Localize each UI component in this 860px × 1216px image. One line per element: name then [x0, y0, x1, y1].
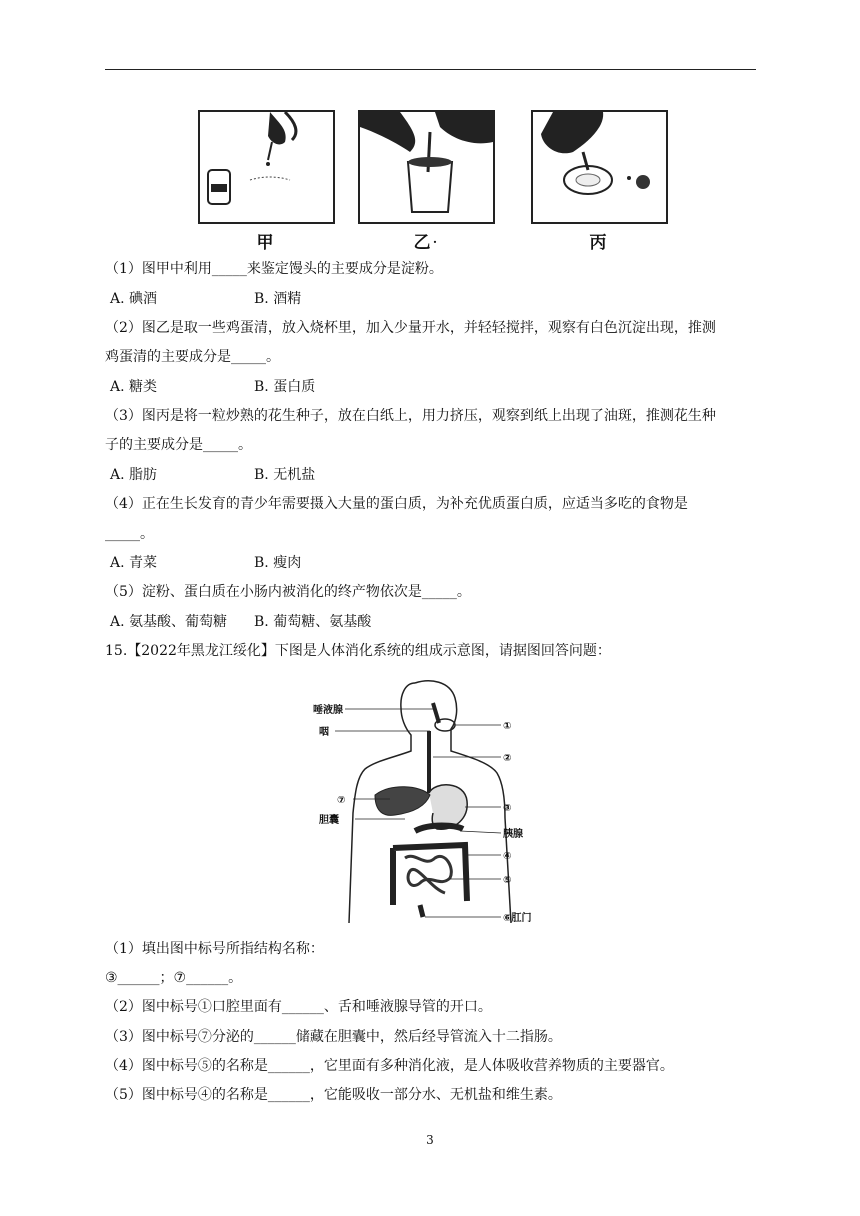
- q14-s3-opt-a: A. 脂肪: [110, 467, 158, 483]
- q14-s1-opt-a: A. 碘酒: [110, 291, 158, 307]
- q14-s5-opt-a: A. 氨基酸、葡萄糖: [110, 614, 228, 630]
- q15-s5: （5）图中标号④的名称是______，它能吸收一部分水、无机盐和维生素。: [105, 1087, 562, 1103]
- q14-s1-opt-b: B. 酒精: [254, 291, 302, 307]
- label-n4: ④: [503, 851, 512, 862]
- q15-s3: （3）图中标号⑦分泌的______储藏在胆囊中，然后经导管流入十二指肠。: [105, 1029, 562, 1045]
- label-n3: ③: [503, 803, 512, 814]
- q14-s5-opt-b: B. 葡萄糖、氨基酸: [254, 614, 372, 630]
- digestive-system-diagram: [305, 673, 545, 925]
- q14-s3-opt-b: B. 无机盐: [254, 467, 316, 483]
- stray-mark: .: [432, 232, 438, 246]
- q15-s4: （4）图中标号⑤的名称是______，它里面有多种消化液，是人体吸收营养物质的主要器官。: [105, 1058, 674, 1074]
- panel-label-jia: 甲: [256, 233, 274, 253]
- page-number: 3: [426, 1133, 434, 1147]
- label-n2: ②: [503, 753, 512, 764]
- q15-s1-line2: ③______；⑦______。: [105, 970, 243, 986]
- label-n1: ①: [503, 721, 512, 732]
- panel-jia-iodine-test: [198, 110, 335, 224]
- label-n7: ⑦: [337, 795, 346, 806]
- q14-s3-line1: （3）图丙是将一粒炒熟的花生种子，放在白纸上，用力挤压，观察到纸上出现了油斑，推测花生种: [105, 408, 716, 424]
- label-salivary-gland: 唾液腺: [313, 705, 343, 716]
- q14-s3-line2: 子的主要成分是_____。: [105, 437, 252, 453]
- q14-s2-line1: （2）图乙是取一些鸡蛋清，放入烧杯里，加入少量开水，并轻轻搅拌，观察有白色沉淀出现，推测: [105, 320, 716, 336]
- q14-s4-opt-a: A. 青菜: [110, 555, 158, 571]
- label-pancreas: 胰腺: [503, 829, 523, 840]
- panel-label-bing: 丙: [589, 233, 607, 253]
- label-anus: ⑥肛门: [503, 913, 532, 924]
- q14-s4-line1: （4）正在生长发育的青少年需要摄入大量的蛋白质，为补充优质蛋白质，应适当多吃的食物是: [105, 496, 688, 512]
- q14-s2-line2: 鸡蛋清的主要成分是_____。: [105, 349, 280, 365]
- header-rule: [105, 69, 756, 70]
- q14-s2-opt-b: B. 蛋白质: [254, 379, 316, 395]
- q14-s5: （5）淀粉、蛋白质在小肠内被消化的终产物依次是_____。: [105, 584, 471, 600]
- q14-s4-line2: _____。: [105, 526, 154, 542]
- q14-s1: （1）图甲中利用_____来鉴定馒头的主要成分是淀粉。: [105, 261, 443, 277]
- label-gallbladder: 胆囊: [319, 815, 339, 826]
- panel-label-yi: 乙: [413, 233, 431, 253]
- label-n5: ⑤: [503, 875, 512, 886]
- q15-s1-line1: （1）填出图中标号所指结构名称：: [105, 941, 324, 957]
- q15-s2: （2）图中标号①口腔里面有______、舌和唾液腺导管的开口。: [105, 999, 492, 1015]
- q15-title: 15.【2022年黑龙江绥化】下图是人体消化系统的组成示意图，请据图回答问题：: [105, 643, 611, 659]
- q14-s4-opt-b: B. 瘦肉: [254, 555, 302, 571]
- panel-yi-egg-white-test: [358, 110, 495, 224]
- panel-bing-peanut-test: [531, 110, 668, 224]
- label-pharynx: 咽: [319, 727, 329, 738]
- q14-s2-opt-a: A. 糖类: [110, 379, 158, 395]
